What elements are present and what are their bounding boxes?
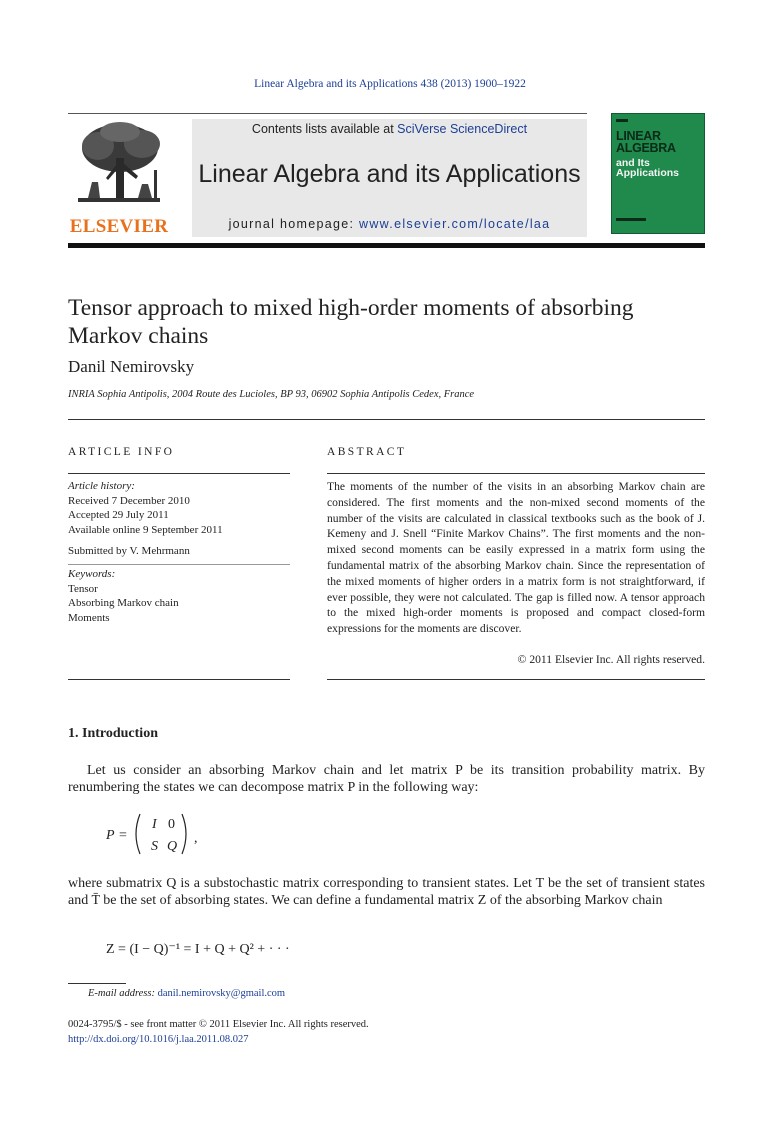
keyword-item: Moments (68, 611, 110, 624)
email-footnote (88, 988, 285, 999)
elsevier-logo[interactable] (68, 118, 170, 237)
author-name: Danil Nemirovsky (68, 357, 195, 376)
front-matter-text: 0024-3795/$ - see front matter © 2011 Elsevier Inc. All rights reserved. (68, 1019, 369, 1030)
homepage-link[interactable]: www.elsevier.com/locate/laa (359, 217, 551, 231)
equation-1-graphic (106, 812, 216, 856)
keywords-rule (68, 564, 290, 565)
front-matter (68, 1017, 369, 1047)
keywords-block (68, 567, 290, 625)
article-info-bottom-rule (68, 679, 290, 680)
journal-name: Linear Algebra and its Applications (198, 160, 581, 188)
history-received: Received 7 December 2010 (68, 494, 190, 507)
abstract-copyright: © 2011 Elsevier Inc. All rights reserved. (517, 653, 705, 666)
keywords-label: Keywords: (68, 568, 116, 580)
abstract-heading: ABSTRACT (327, 446, 407, 458)
journal-banner (192, 119, 587, 237)
homepage-line (192, 217, 587, 231)
author-affiliation: INRIA Sophia Antipolis, 2004 Route des Lucioles, BP 93, 06902 Sophia Antipolis Cedex, France (68, 389, 475, 400)
publisher-wordmark: ELSEVIER (69, 216, 169, 237)
keyword-item: Absorbing Markov chain (68, 597, 179, 609)
intro-paragraph-1: Let us consider an absorbing Markov chain and let matrix P be its transition probability matrix. By renumbering the states we can decompose matrix P in the following way: (68, 763, 705, 795)
article-title: Tensor approach to mixed high-order moments of absorbing Markov chains (68, 295, 634, 349)
abstract-text: The moments of the number of the visits in an absorbing Markov chain are considered. The first moments and the non-mixed second moments of the number of the visits are calculated in classical textbooks such as the book of J. Kemeny and J. Snell “Finite Markov Chains”. The first moments and the non-mixed second moments can be easily expressed in a matrix form using the fundamental matrix of the absorbing Markov chain. Since the representation of the mixed moments of higher orders in a matrix form is not straightforward, if ever possible, they were not calculated. The gap is filled now. A tensor approach to the mixed high-order moments is proposed and compact closed-form expressions for the moments are discover. (327, 480, 705, 636)
equation-1 (106, 812, 216, 861)
elsevier-tree-icon (68, 118, 170, 214)
cover-mark (616, 119, 628, 122)
eq1-left-paren (136, 814, 140, 854)
cover-subtitle-line: and Its (616, 157, 650, 169)
submitted-by: Submitted by V. Mehrmann (68, 545, 190, 557)
cover-title-line: LINEAR (616, 129, 661, 143)
eq1-cell: I (152, 817, 157, 832)
eq1-equals: = (119, 828, 127, 843)
article-info-heading: ARTICLE INFO (68, 446, 175, 458)
abstract-rule (327, 473, 705, 474)
footnote-rule (68, 983, 126, 984)
journal-citation[interactable]: Linear Algebra and its Applications 438 (2013) 1900–1922 (254, 78, 526, 90)
doi-link[interactable]: http://dx.doi.org/10.1016/j.laa.2011.08.027 (68, 1034, 249, 1045)
eq1-lhs: P (106, 828, 115, 843)
contents-prefix: Contents lists available at (251, 122, 398, 136)
eq1-cell: Q (167, 839, 178, 854)
sciencedirect-link[interactable]: SciVerse ScienceDirect (397, 122, 528, 136)
header-thick-rule (68, 243, 705, 248)
abstract-bottom-rule (327, 679, 705, 680)
history-accepted: Accepted 29 July 2011 (68, 509, 169, 521)
intro-paragraph-2: where submatrix Q is a substochastic matrix corresponding to transient states. Let T be the set of transient states and T̄ be the set of absorbing states. We can define a fundamental matrix Z of the absorbing Markov chain (68, 876, 705, 908)
cover-title-line: ALGEBRA (616, 140, 676, 155)
article-history (68, 479, 290, 559)
cover-subtitle-line: Applications (616, 167, 680, 179)
journal-cover[interactable] (611, 113, 705, 234)
contents-line (192, 122, 587, 136)
eq1-cell: S (151, 839, 158, 854)
cover-title (616, 131, 676, 154)
cover-mark (616, 218, 646, 221)
email-label: E-mail address: (88, 988, 158, 999)
section-heading: 1. Introduction (68, 726, 158, 741)
title-rule (68, 419, 705, 420)
keyword-item: Tensor (68, 582, 98, 595)
email-link[interactable]: danil.nemirovsky@gmail.com (157, 988, 286, 999)
homepage-prefix: journal homepage: (228, 217, 359, 231)
equation-2: Z = (I − Q)⁻¹ = I + Q + Q² + · · · (106, 942, 290, 957)
eq1-cell: 0 (168, 817, 175, 832)
header-rule (68, 113, 587, 114)
eq1-trail: , (194, 831, 198, 846)
history-online: Available online 9 September 2011 (68, 523, 223, 536)
eq1-right-paren (182, 814, 186, 854)
cover-subtitle (616, 158, 679, 178)
article-info-rule (68, 473, 290, 474)
history-label: Article history: (68, 480, 135, 492)
